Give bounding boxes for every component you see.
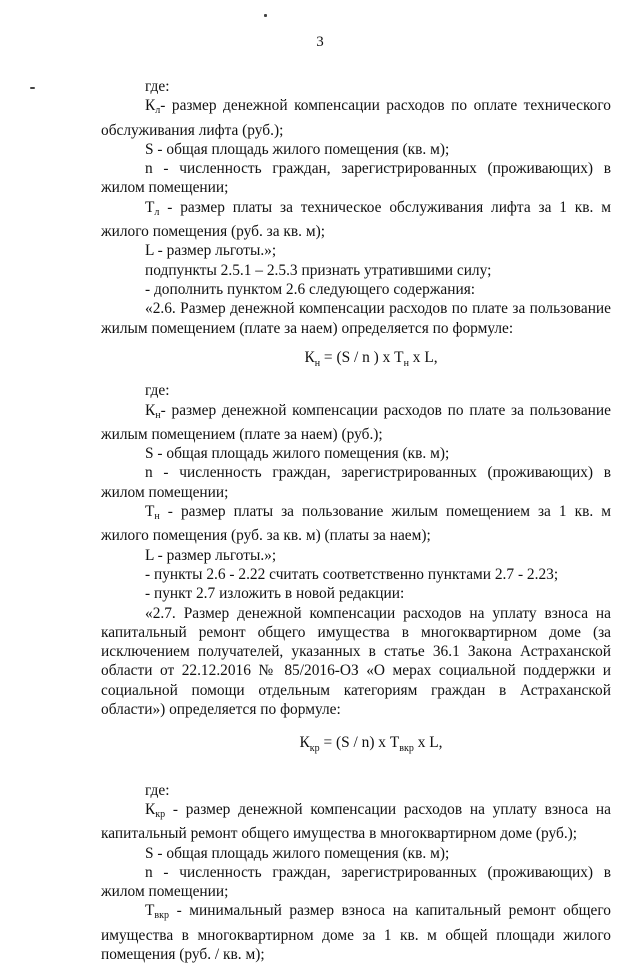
symbol-subscript: л <box>155 105 161 117</box>
paragraph <box>101 781 611 800</box>
symbol-subscript: л <box>154 206 160 218</box>
paragraph <box>101 280 611 299</box>
paragraph <box>101 863 611 902</box>
paragraph-text: - дополнить пунктом 2.6 следующего содержания: <box>145 280 476 298</box>
paragraph-text: - размер платы за пользование жилым помещением за 1 кв. м жилого помещения (руб. за кв. м) (платы за наем); <box>101 503 611 545</box>
paragraph-text: L - размер льготы.»; <box>145 242 277 260</box>
paragraph-text: «2.7. Размер денежной компенсации расходов на уплату взноса на капитальный ремонт общего имущества в многоквартирном доме (за исключением получателей, указанных в статье 36.1 Закона Астраханской области от 22.12.2016 № 85/2016-ОЗ «О мерах социальной поддержки и социальной помощи отдельным категориям граждан в Астраханской области») определяется по формуле: <box>101 604 611 718</box>
paragraph <box>101 96 611 140</box>
paragraph <box>101 546 611 565</box>
paragraph-text: L - размер льготы.»; <box>145 546 277 564</box>
paragraph <box>101 241 611 260</box>
paragraph-text: где: <box>145 78 170 95</box>
paragraph <box>101 299 611 338</box>
paragraph <box>101 800 611 844</box>
scan-speck <box>264 14 267 17</box>
paragraph-text: S - общая площадь жилого помещения (кв. м); <box>145 844 450 862</box>
paragraph <box>101 381 611 400</box>
paragraph-text: - пункты 2.6 - 2.22 считать соответственно пунктами 2.7 - 2.23; <box>145 565 559 583</box>
paragraph-text: где: <box>145 382 170 400</box>
paragraph <box>101 901 611 964</box>
paragraph-text: - размер денежной компенсации расходов на уплату взноса на капитальный ремонт общего имущества в многоквартирном доме (руб.); <box>101 800 611 843</box>
paragraph-text: - пункт 2.7 изложить в новой редакции: <box>145 585 405 603</box>
paragraph-text: S - общая площадь жилого помещения (кв. м); <box>145 140 450 158</box>
paragraph-text: - размер денежной компенсации расходов по оплате технического обслуживания лифта (руб.); <box>101 97 611 139</box>
paragraph-text: - минимальный размер взноса на капитальный ремонт общего имущества в многоквартирном доме за 1 кв. м общей площади жилого помещения (руб. / кв. м); <box>101 902 611 964</box>
symbol-subscript: вкр <box>154 910 169 922</box>
paragraph-text: - размер платы за техническое обслуживания лифта за 1 кв. м жилого помещения (руб. за кв. м); <box>101 198 611 241</box>
symbol-subscript: кр <box>155 808 166 820</box>
symbol: К <box>145 401 156 419</box>
definitions-block-capital-repair <box>101 781 611 964</box>
paragraph-text: подпункты 2.5.1 – 2.5.3 признать утратившими силу; <box>145 261 492 279</box>
symbol: Т <box>145 902 155 920</box>
paragraph <box>101 401 611 445</box>
paragraph <box>101 77 611 96</box>
paragraph <box>101 261 611 280</box>
symbol: Т <box>145 198 155 216</box>
paragraph <box>101 584 611 603</box>
paragraph <box>101 159 611 198</box>
paragraph <box>101 198 611 242</box>
paragraph-text: - размер денежной компенсации расходов по плате за пользование жилым помещением (плате за наем) (руб.); <box>101 401 611 443</box>
scan-speck <box>30 87 35 89</box>
paragraph-text: «2.6. Размер денежной компенсации расходов по плате за пользование жилым помещением (плате за наем) определяется по формуле: <box>101 300 611 337</box>
paragraph-text: n - численность граждан, зарегистрированных (проживающих) в жилом помещении; <box>101 160 611 197</box>
paragraph <box>101 140 611 159</box>
symbol: К <box>145 97 156 115</box>
symbol: Т <box>145 503 155 521</box>
page-number: 3 <box>316 34 324 50</box>
paragraph <box>101 502 611 546</box>
paragraph <box>101 604 611 720</box>
symbol: К <box>145 800 156 818</box>
paragraph-text: n - численность граждан, зарегистрированных (проживающих) в жилом помещении; <box>101 863 611 901</box>
symbol-subscript: н <box>155 409 161 421</box>
definitions-block-lift <box>101 77 611 338</box>
paragraph-text: S - общая площадь жилого помещения (кв. м); <box>145 445 450 463</box>
paragraph-text: где: <box>145 781 170 799</box>
paragraph <box>101 844 611 863</box>
paragraph <box>101 463 611 502</box>
definitions-block-rent <box>101 381 611 719</box>
symbol-subscript: н <box>154 511 160 523</box>
formula-rent: $К_н = (S / n$ ) x $Т_н$ x L, <box>304 348 438 369</box>
paragraph <box>101 565 611 584</box>
formula-capital-repair: $К_{кр} = (S / n)$ x $Т_{вкр}$ x L, <box>299 734 443 755</box>
paragraph-text: n - численность граждан, зарегистрированных (проживающих) в жилом помещении; <box>101 464 611 501</box>
paragraph <box>101 444 611 463</box>
document-body <box>101 77 611 964</box>
